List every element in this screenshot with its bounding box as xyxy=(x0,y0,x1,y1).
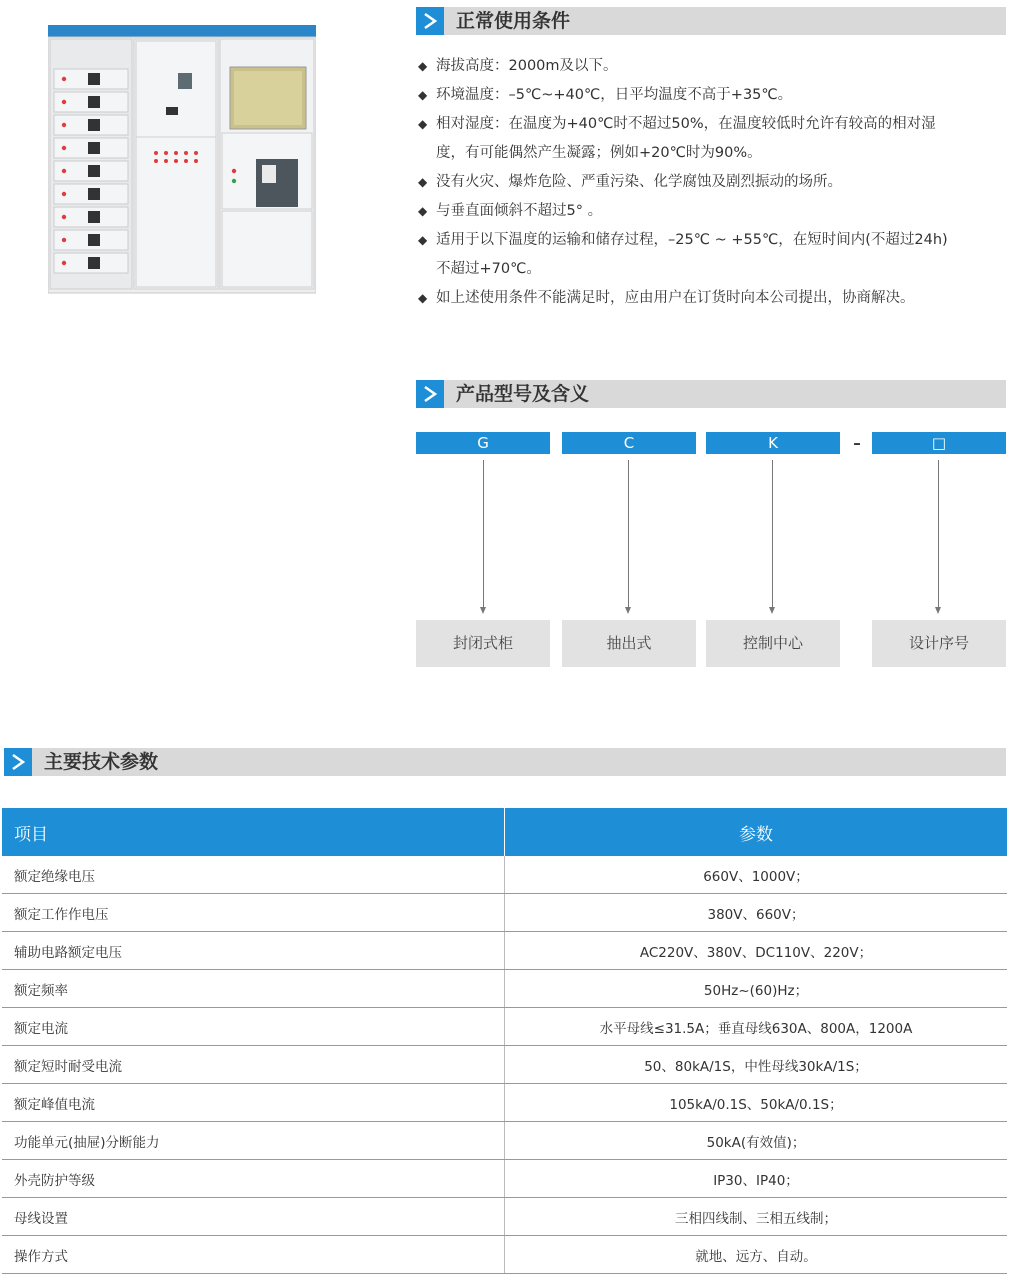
condition-text: 如上述使用条件不能满足时，应由用户在订货时向本公司提出，协商解决。 xyxy=(436,290,915,306)
param-value: AC220V、380V、DC110V、220V； xyxy=(505,932,1008,970)
model-code-serial: □ xyxy=(872,432,1006,454)
condition-text: 没有火灾、爆炸危险、严重污染、化学腐蚀及剧烈振动的场所。 xyxy=(436,174,842,190)
param-value: 就地、远方、自动。 xyxy=(505,1236,1008,1274)
diamond-bullet-icon: ◆ xyxy=(418,117,428,131)
diamond-bullet-icon: ◆ xyxy=(418,291,428,305)
param-value: IP30、IP40； xyxy=(505,1160,1008,1198)
condition-item xyxy=(418,226,1003,255)
table-row xyxy=(2,970,1007,1008)
table-row xyxy=(2,1084,1007,1122)
param-name: 外壳防护等级 xyxy=(2,1160,505,1198)
condition-item xyxy=(418,197,1003,226)
param-name: 额定工作作电压 xyxy=(2,894,505,932)
conditions-list xyxy=(418,52,1003,313)
condition-text: 相对湿度：在温度为+40℃时不超过50%，在温度较低时允许有较高的相对湿 xyxy=(436,116,936,132)
table-row xyxy=(2,1198,1007,1236)
condition-text: 与垂直面倾斜不超过5° 。 xyxy=(436,203,603,219)
model-code-k: K xyxy=(706,432,840,454)
condition-item xyxy=(418,139,1003,168)
param-name: 功能单元(抽屉)分断能力 xyxy=(2,1122,505,1160)
table-row xyxy=(2,856,1007,894)
model-section-header xyxy=(416,380,1006,408)
diamond-bullet-icon: ◆ xyxy=(418,59,428,73)
params-section-header xyxy=(4,748,1006,776)
switchgear-cabinet-image xyxy=(48,25,316,297)
condition-text: 度，有可能偶然产生凝露；例如+20℃时为90%。 xyxy=(436,145,762,161)
condition-item xyxy=(418,81,1003,110)
param-value: 105kA/0.1S、50kA/0.1S； xyxy=(505,1084,1008,1122)
chevron-right-icon xyxy=(416,380,444,408)
params-title: 主要技术参数 xyxy=(44,751,159,773)
table-row xyxy=(2,1160,1007,1198)
table-row xyxy=(2,1008,1007,1046)
model-meaning-withdrawable: 抽出式 xyxy=(562,620,696,667)
param-value: 50Hz~(60)Hz； xyxy=(505,970,1008,1008)
table-row xyxy=(2,894,1007,932)
chevron-right-icon xyxy=(416,7,444,35)
params-table xyxy=(2,808,1007,1274)
arrow-line xyxy=(483,460,484,610)
arrow-line xyxy=(772,460,773,610)
param-value: 380V、660V； xyxy=(505,894,1008,932)
arrow-down-icon xyxy=(769,607,775,614)
model-meaning-control-center: 控制中心 xyxy=(706,620,840,667)
model-title: 产品型号及含义 xyxy=(456,383,590,405)
chevron-right-icon xyxy=(4,748,32,776)
table-header-row xyxy=(2,808,1007,856)
param-value: 三相四线制、三相五线制； xyxy=(505,1198,1008,1236)
param-name: 额定绝缘电压 xyxy=(2,856,505,894)
condition-item xyxy=(418,110,1003,139)
param-value: 50kA(有效值)； xyxy=(505,1122,1008,1160)
condition-text: 不超过+70℃。 xyxy=(436,261,541,277)
table-row xyxy=(2,932,1007,970)
table-row xyxy=(2,1236,1007,1274)
condition-text: 适用于以下温度的运输和储存过程，–25℃ ~ +55℃，在短时间内(不超过24h) xyxy=(436,232,948,248)
arrow-down-icon xyxy=(935,607,941,614)
table-row xyxy=(2,1122,1007,1160)
model-meaning-enclosed: 封闭式柜 xyxy=(416,620,550,667)
condition-text: 海拔高度：2000m及以下。 xyxy=(436,58,618,74)
diamond-bullet-icon: ◆ xyxy=(418,175,428,189)
param-name: 额定电流 xyxy=(2,1008,505,1046)
model-separator: – xyxy=(853,434,861,452)
conditions-title: 正常使用条件 xyxy=(456,10,571,32)
param-value: 50、80kA/1S，中性母线30kA/1S； xyxy=(505,1046,1008,1084)
param-value: 水平母线≤31.5A；垂直母线630A、800A，1200A xyxy=(505,1008,1008,1046)
condition-item xyxy=(418,52,1003,81)
arrow-line xyxy=(938,460,939,610)
param-name: 母线设置 xyxy=(2,1198,505,1236)
header-params: 参数 xyxy=(505,808,1008,856)
param-name: 额定峰值电流 xyxy=(2,1084,505,1122)
conditions-section-header xyxy=(416,7,1006,35)
diamond-bullet-icon: ◆ xyxy=(418,204,428,218)
condition-item xyxy=(418,168,1003,197)
arrow-down-icon xyxy=(625,607,631,614)
condition-item xyxy=(418,255,1003,284)
arrow-line xyxy=(628,460,629,610)
condition-item xyxy=(418,284,1003,313)
diamond-bullet-icon: ◆ xyxy=(418,88,428,102)
model-meaning-design-serial: 设计序号 xyxy=(872,620,1006,667)
condition-text: 环境温度：–5℃~+40℃，日平均温度不高于+35℃。 xyxy=(436,87,793,103)
param-name: 额定频率 xyxy=(2,970,505,1008)
model-code-c: C xyxy=(562,432,696,454)
param-name: 操作方式 xyxy=(2,1236,505,1274)
param-name: 额定短时耐受电流 xyxy=(2,1046,505,1084)
header-item: 项目 xyxy=(2,808,505,856)
param-name: 辅助电路额定电压 xyxy=(2,932,505,970)
table-row xyxy=(2,1046,1007,1084)
model-code-g: G xyxy=(416,432,550,454)
arrow-down-icon xyxy=(480,607,486,614)
diamond-bullet-icon: ◆ xyxy=(418,233,428,247)
param-value: 660V、1000V； xyxy=(505,856,1008,894)
